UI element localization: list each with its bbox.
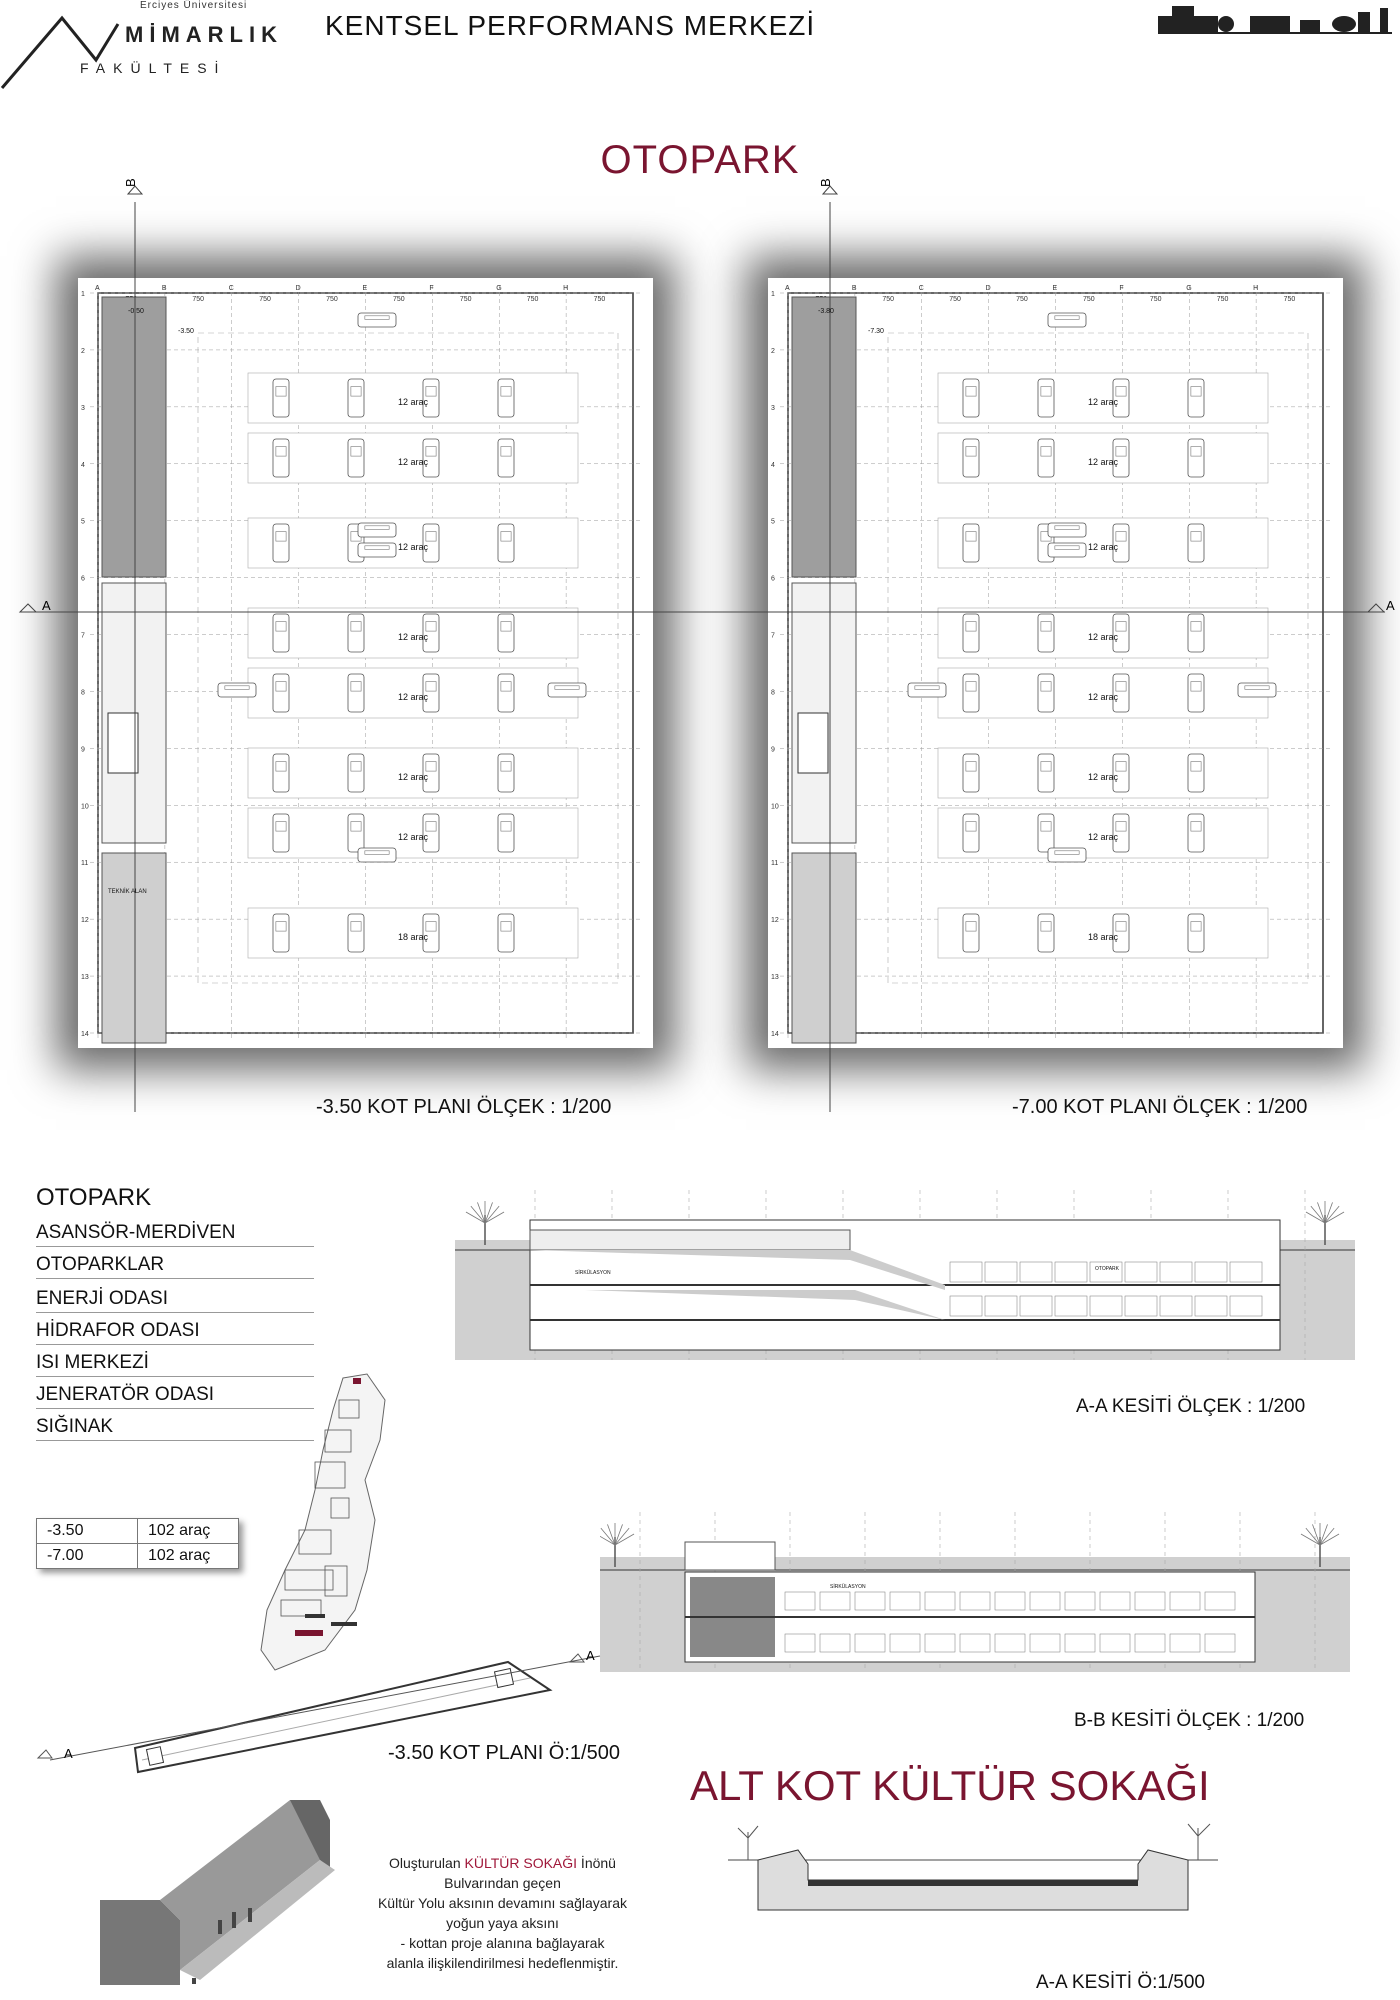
parking-count-table <box>36 1518 239 1569</box>
sheet-title: OTOPARK <box>600 138 800 182</box>
technical-area-label: TEKNİK ALAN <box>108 889 147 895</box>
site-key-plan <box>255 1370 450 1675</box>
grid-row-label: 9 <box>771 746 775 754</box>
grid-span-label: 750 <box>326 296 338 303</box>
grid-span-label: 750 <box>392 296 405 303</box>
plan-caption-2: -7.00 KOT PLANI ÖLÇEK : 1/200 <box>1012 1096 1308 1118</box>
section-bay <box>1135 1592 1165 1610</box>
grid-col-label: H <box>1253 285 1259 292</box>
section-bay <box>985 1296 1017 1316</box>
section-bay <box>1100 1592 1130 1610</box>
page-title: KENTSEL PERFORMANS MERKEZİ <box>325 10 816 41</box>
section-bay <box>950 1262 982 1282</box>
marker-b-top-2: B <box>818 178 833 187</box>
section-bay <box>1230 1296 1262 1316</box>
grid-row-label: 13 <box>771 974 779 982</box>
section-bay <box>1100 1634 1130 1652</box>
grid-row-label: 11 <box>81 860 89 868</box>
legend-item: JENERATÖR ODASI <box>36 1384 314 1409</box>
kultur-title: ALT KOT KÜLTÜR SOKAĞI <box>690 1762 1210 1809</box>
grid-col-label: A <box>785 285 790 292</box>
small-plan-1-500 <box>30 1650 610 1800</box>
grid-span-label: 750 <box>1016 296 1028 303</box>
section-bay <box>1125 1296 1157 1316</box>
grid-row-label: 7 <box>81 632 85 640</box>
section-bb-caption: B-B KESİTİ ÖLÇEK : 1/200 <box>1074 1710 1305 1731</box>
grid-span-label: 750 <box>1082 296 1095 303</box>
section-bay <box>785 1592 815 1610</box>
plan-caption-1: -3.50 KOT PLANI ÖLÇEK : 1/200 <box>316 1096 612 1118</box>
table-row <box>37 1544 239 1569</box>
section-bay <box>785 1634 815 1652</box>
section-bay <box>1055 1296 1087 1316</box>
kultur-description: Oluşturulan KÜLTÜR SOKAĞI İnönü Bulvarından geçen Kültür Yolu aksının devamını sağlayarak yoğun yaya aksını - kottan proje alanına bağlayarak alanla ilişkilendirilmesi hedeflenmiştir. <box>377 1855 628 1971</box>
section-bay <box>995 1634 1025 1652</box>
grid-row-label: 8 <box>81 689 85 697</box>
kultur-section-drawing <box>718 1820 1228 1915</box>
marker-a-small-left: A <box>64 1746 73 1761</box>
grid-row-label: 3 <box>771 404 775 412</box>
marker-a-left: A <box>42 598 51 613</box>
section-bay <box>820 1592 850 1610</box>
section-bay <box>1135 1634 1165 1652</box>
section-bay <box>1020 1296 1052 1316</box>
section-bay <box>1125 1262 1157 1282</box>
section-label: OTOPARK <box>1095 1266 1119 1272</box>
grid-row-label: 12 <box>771 917 779 925</box>
row-label: 12 araç <box>398 397 429 407</box>
entry-kiosk <box>685 1542 775 1570</box>
grid-col-label: G <box>1186 285 1192 292</box>
marker-a-right: A <box>1386 598 1395 613</box>
grid-span-label: 750 <box>1149 296 1162 303</box>
level-label: -3.50 <box>178 328 194 335</box>
section-label: SİRKÜLASYON <box>830 1584 866 1590</box>
legend-title: OTOPARK <box>36 1184 152 1211</box>
legend-item: SIĞINAK <box>36 1416 314 1441</box>
ramp-level: -0.50 <box>128 308 144 315</box>
ramp-level: -3.80 <box>818 308 834 315</box>
grid-col-label: G <box>496 285 502 292</box>
grid-row-label: 8 <box>771 689 775 697</box>
marker-a-small-right: A <box>586 1650 595 1663</box>
section-bay <box>1090 1262 1122 1282</box>
kultur-section-caption: A-A KESİTİ Ö:1/500 <box>1036 1972 1205 1993</box>
row-label: 18 araç <box>1088 932 1119 942</box>
grid-col-label: A <box>95 285 100 292</box>
grid-col-label: D <box>985 285 991 292</box>
grid-row-label: 4 <box>771 461 775 469</box>
row-label: 12 araç <box>1088 692 1119 702</box>
section-bay <box>960 1592 990 1610</box>
grid-row-label: 4 <box>81 461 85 469</box>
section-bay <box>855 1592 885 1610</box>
grid-span-label: 750 <box>1216 296 1229 303</box>
entry-block <box>530 1230 850 1250</box>
section-bay <box>1030 1592 1060 1610</box>
grid-col-label: E <box>362 285 368 292</box>
grid-col-label: B <box>161 285 167 292</box>
section-bay <box>925 1634 955 1652</box>
section-label: SİRKÜLASYON <box>575 1270 611 1276</box>
row-label: 12 araç <box>1088 832 1119 842</box>
row-label: 12 araç <box>398 832 429 842</box>
section-bay <box>995 1592 1025 1610</box>
section-aa-drawing <box>455 1190 1355 1365</box>
grid-row-label: 2 <box>771 347 775 355</box>
section-bay <box>1020 1262 1052 1282</box>
grid-row-label: 9 <box>81 746 85 754</box>
small-plan-caption: -3.50 KOT PLANI Ö:1/500 <box>388 1742 620 1764</box>
grid-col-label: F <box>429 285 434 292</box>
section-bb-drawing <box>600 1512 1350 1672</box>
legend-item: OTOPARKLAR <box>36 1254 314 1279</box>
row-label: 12 araç <box>398 692 429 702</box>
grid-row-label: 10 <box>81 803 89 811</box>
grid-row-label: 10 <box>771 803 779 811</box>
grid-row-label: 6 <box>81 575 85 583</box>
section-bay <box>1160 1296 1192 1316</box>
section-bay <box>1230 1262 1262 1282</box>
count-value: 102 araç <box>138 1519 239 1544</box>
logo-faculty-sub: FAKÜLTESİ <box>80 60 227 76</box>
grid-span-label: 750 <box>192 296 204 303</box>
grid-col-label: F <box>1119 285 1124 292</box>
section-bay <box>950 1296 982 1316</box>
section-bay <box>1160 1262 1192 1282</box>
row-label: 12 araç <box>1088 397 1119 407</box>
section-bay <box>985 1262 1017 1282</box>
section-bay <box>890 1592 920 1610</box>
row-label: 12 araç <box>1088 457 1119 467</box>
section-bay <box>1170 1592 1200 1610</box>
row-label: 12 araç <box>1088 632 1119 642</box>
legend-item: HİDRAFOR ODASI <box>36 1320 314 1345</box>
section-bay <box>855 1634 885 1652</box>
row-label: 18 araç <box>398 932 429 942</box>
marker-b-top-1: B <box>123 178 138 187</box>
section-bay <box>1065 1592 1095 1610</box>
grid-row-label: 2 <box>81 347 85 355</box>
grid-row-label: 1 <box>81 291 85 298</box>
section-bay <box>1090 1296 1122 1316</box>
table-row <box>37 1519 239 1544</box>
section-bay <box>1055 1262 1087 1282</box>
grid-col-label: B <box>851 285 857 292</box>
section-bay <box>1170 1634 1200 1652</box>
grid-row-label: 1 <box>771 291 775 298</box>
grid-row-label: 7 <box>771 632 775 640</box>
grid-row-label: 13 <box>81 974 89 982</box>
section-bay <box>820 1634 850 1652</box>
section-bay <box>1195 1262 1227 1282</box>
logo-university: Erciyes Üniversitesi <box>140 0 248 11</box>
grid-span-label: 750 <box>1283 296 1296 303</box>
grid-col-label: E <box>1052 285 1058 292</box>
legend-item: ASANSÖR-MERDİVEN <box>36 1222 314 1247</box>
row-label: 12 araç <box>398 632 429 642</box>
row-label: 12 araç <box>1088 772 1119 782</box>
legend-item: ENERJİ ODASI <box>36 1288 314 1313</box>
section-markers <box>0 150 1400 1130</box>
row-label: 12 araç <box>398 457 429 467</box>
grid-row-label: 14 <box>81 1031 89 1038</box>
grid-span-label: 750 <box>593 296 606 303</box>
row-label: 12 araç <box>398 542 429 552</box>
grid-col-label: H <box>563 285 569 292</box>
count-value: 102 araç <box>138 1544 239 1569</box>
section-bay <box>960 1634 990 1652</box>
grid-row-label: 14 <box>771 1031 779 1038</box>
grid-span-label: 750 <box>882 296 894 303</box>
grid-span-label: 750 <box>459 296 472 303</box>
grid-span-label: 750 <box>259 296 271 303</box>
row-label: 12 araç <box>1088 542 1119 552</box>
grid-col-label: C <box>918 285 924 292</box>
count-level: -3.50 <box>37 1519 138 1544</box>
header-silhouette-icon <box>1158 4 1392 34</box>
level-label: -7.30 <box>868 328 884 335</box>
grid-row-label: 12 <box>81 917 89 925</box>
kultur-street-perspective <box>80 1780 340 1985</box>
section-bay <box>925 1592 955 1610</box>
section-aa-caption: A-A KESİTİ ÖLÇEK : 1/200 <box>1076 1396 1306 1417</box>
grid-row-label: 3 <box>81 404 85 412</box>
section-bay <box>1065 1634 1095 1652</box>
row-label: 12 araç <box>398 772 429 782</box>
section-bay <box>1205 1592 1235 1610</box>
grid-row-label: 5 <box>771 518 775 526</box>
grid-col-label: D <box>295 285 301 292</box>
section-bay <box>890 1634 920 1652</box>
section-bay <box>1195 1296 1227 1316</box>
legend-item: ISI MERKEZİ <box>36 1352 314 1377</box>
section-bay <box>1030 1634 1060 1652</box>
grid-row-label: 11 <box>771 860 779 868</box>
grid-row-label: 6 <box>771 575 775 583</box>
grid-col-label: C <box>228 285 234 292</box>
count-level: -7.00 <box>37 1544 138 1569</box>
grid-span-label: 750 <box>949 296 961 303</box>
grid-span-label: 750 <box>526 296 539 303</box>
logo-faculty: MİMARLIK <box>125 22 283 47</box>
section-bay <box>1205 1634 1235 1652</box>
grid-row-label: 5 <box>81 518 85 526</box>
